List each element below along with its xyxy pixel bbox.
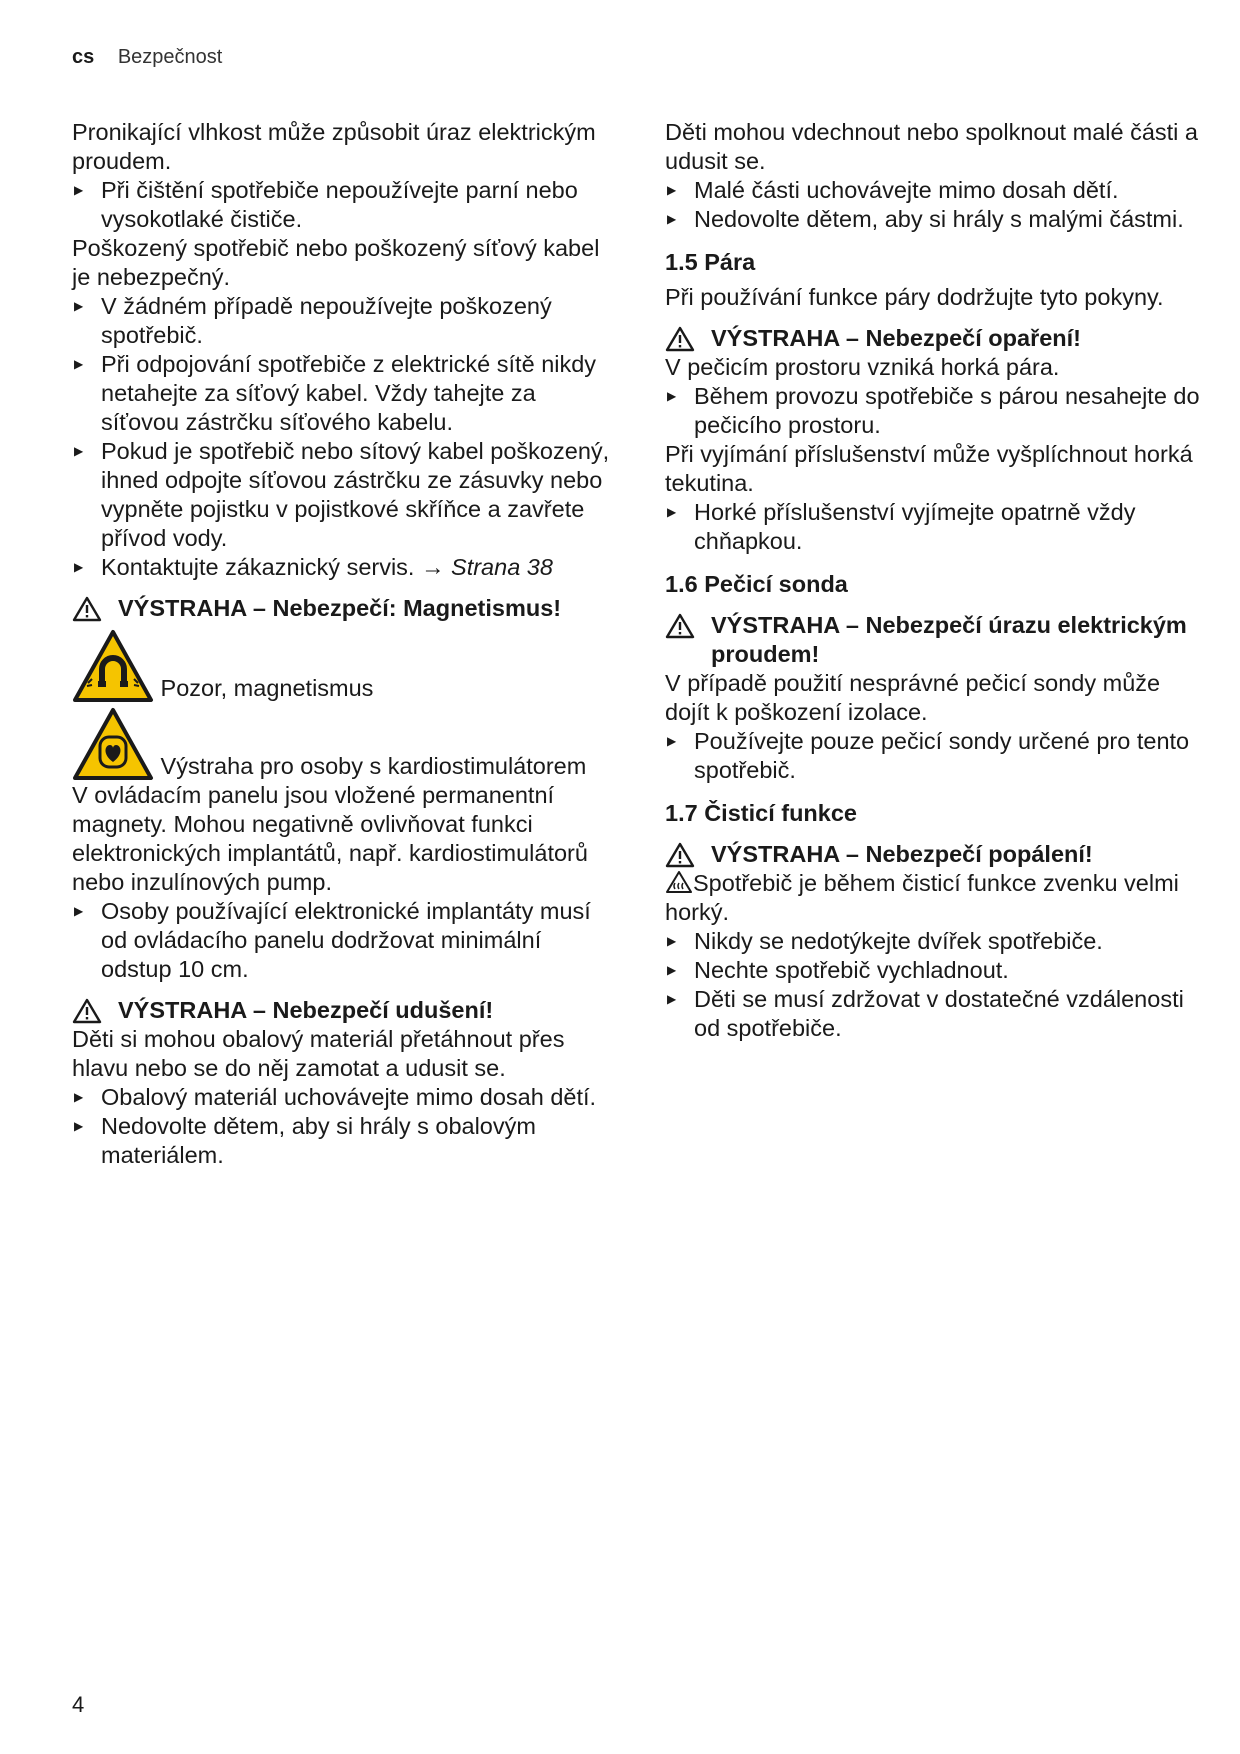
- bullet-item: ▶ Malé části uchovávejte mimo dosah dětí.: [665, 176, 1205, 205]
- section-heading: 1.7 Čisticí funkce: [665, 800, 857, 826]
- warning-heading: VÝSTRAHA – Nebezpečí úrazu elektrickým proudem!: [665, 611, 1205, 669]
- bullet-item: ▶ Při odpojování spotřebiče z elektrické sítě nikdy netahejte za síťový kabel. Vždy tahejte za síťovou zástrčku síťového kabelu.: [72, 350, 612, 437]
- sign-caption: Pozor, magnetismus: [160, 675, 374, 701]
- warning-triangle-icon: [665, 842, 695, 868]
- warning-triangle-icon: [72, 596, 102, 622]
- bullet-text: Kontaktujte zákaznický servis. →: [101, 554, 452, 580]
- bullet-item: ▶ Během provozu spotřebiče s párou nesahejte do pečicího prostoru.: [665, 382, 1205, 440]
- paragraph: Děti si mohou obalový materiál přetáhnout přes hlavu nebo se do něj zamotat a udusit se.: [72, 1026, 565, 1081]
- pacemaker-warning-icon: [72, 707, 154, 781]
- paragraph: V pečicím prostoru vzniká horká pára.: [665, 354, 1060, 380]
- bullet-item: ▶ Používejte pouze pečicí sondy určené pro tento spotřebič.: [665, 727, 1205, 785]
- warning-heading: VÝSTRAHA – Nebezpečí popálení!: [665, 840, 1205, 869]
- bullet-item: ▶ Děti se musí zdržovat v dostatečné vzdálenosti od spotřebiče.: [665, 985, 1205, 1043]
- page-number: 4: [72, 1692, 85, 1717]
- paragraph: Pronikající vlhkost může způsobit úraz elektrickým proudem.: [72, 119, 596, 174]
- paragraph: Spotřebič je během čisticí funkce zvenku velmi horký.: [665, 870, 1179, 925]
- page-header: [72, 46, 222, 69]
- bullet-item: ▶ Nechte spotřebič vychladnout.: [665, 956, 1205, 985]
- bullet-item: ▶ Při čištění spotřebiče nepoužívejte parní nebo vysokotlaké čističe.: [72, 176, 612, 234]
- bullet-item: ▶ Pokud je spotřebič nebo sítový kabel poškozený, ihned odpojte síťovou zástrčku ze zásuvky nebo vypněte pojistku v pojistkové skříňce a zavřete přívod vody.: [72, 437, 612, 553]
- section-heading: 1.5 Pára: [665, 249, 756, 275]
- hot-surface-icon: [665, 870, 693, 894]
- paragraph: Poškozený spotřebič nebo poškozený síťový kabel je nebezpečný.: [72, 235, 600, 290]
- bullet-item: ▶ Osoby používající elektronické implantáty musí od ovládacího panelu dodržovat minimální odstup 10 cm.: [72, 897, 612, 984]
- warning-heading: VÝSTRAHA – Nebezpečí opaření!: [665, 324, 1205, 353]
- left-column: [72, 118, 612, 1170]
- paragraph: V případě použití nesprávné pečicí sondy může dojít k poškození izolace.: [665, 670, 1161, 725]
- bullet-item: ▶ Obalový materiál uchovávejte mimo dosah dětí.: [72, 1083, 612, 1112]
- warning-triangle-icon: [665, 613, 695, 639]
- paragraph: V ovládacím panelu jsou vložené permanentní magnety. Mohou negativně ovlivňovat funkci elektronických implantátů, např. kardiostimulátorů nebo inzulínových pump.: [72, 782, 588, 895]
- warning-triangle-icon: [72, 998, 102, 1024]
- warning-heading: VÝSTRAHA – Nebezpečí udušení!: [72, 996, 612, 1025]
- sign-caption: Výstraha pro osoby s kardiostimulátorem: [160, 753, 587, 779]
- section-title: Bezpečnost: [117, 46, 223, 68]
- bullet-item: ▶ Horké příslušenství vyjímejte opatrně vždy chňapkou.: [665, 498, 1205, 556]
- paragraph: Při vyjímání příslušenství může vyšplíchnout horká tekutina.: [665, 441, 1193, 496]
- bullet-item: ▶ Nedovolte dětem, aby si hrály s malými částmi.: [665, 205, 1205, 234]
- section-heading: 1.6 Pečicí sonda: [665, 571, 848, 597]
- magnetism-sign-row: [72, 629, 612, 703]
- bullet-item: [72, 553, 612, 582]
- magnet-warning-icon: [72, 629, 154, 703]
- bullet-item: ▶ Nedovolte dětem, aby si hrály s obalovým materiálem.: [72, 1112, 612, 1170]
- bullet-item: ▶ V žádném případě nepoužívejte poškozený spotřebič.: [72, 292, 612, 350]
- language-code: cs: [72, 46, 95, 68]
- page-reference-link[interactable]: Strana 38: [451, 554, 553, 580]
- warning-heading: VÝSTRAHA – Nebezpečí: Magnetismus!: [72, 594, 612, 623]
- right-column: [665, 118, 1205, 1043]
- warning-triangle-icon: [665, 326, 695, 352]
- pacemaker-sign-row: [72, 707, 612, 781]
- paragraph: Děti mohou vdechnout nebo spolknout malé části a udusit se.: [665, 119, 1198, 174]
- paragraph: Při používání funkce páry dodržujte tyto pokyny.: [665, 284, 1164, 310]
- bullet-item: ▶ Nikdy se nedotýkejte dvířek spotřebiče.: [665, 927, 1205, 956]
